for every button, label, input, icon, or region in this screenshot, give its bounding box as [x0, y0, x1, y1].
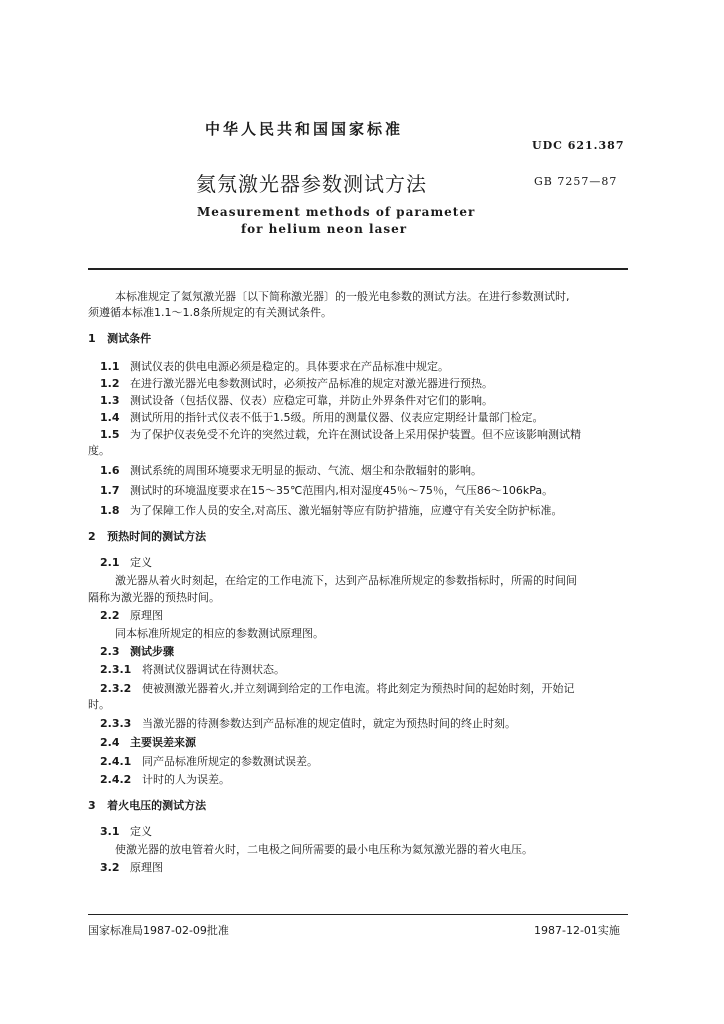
item-1-1: 1.1 测试仪表的供电电源必须是稳定的。具体要求在产品标准中规定。: [100, 360, 449, 373]
s21-line1: 激光器从着火时刻起，在给定的工作电流下，达到产品标准所规定的参数指标时，所需的时间间: [115, 574, 577, 587]
effective-date: 1987-12-01实施: [534, 924, 620, 937]
section3-heading: 3 着火电压的测试方法: [88, 799, 207, 812]
intro-line2: 须遵循本标准1.1～1.8条所规定的有关测试条件。: [88, 306, 332, 319]
subsection-2-3-3: 2.3.3 当激光器的待测参数达到产品标准的规定值时，就定为预热时间的终止时刻。: [100, 717, 516, 730]
item-1-8: 1.8 为了保障工作人员的安全,对高压、激光辐射等应有防护措施，应遵守有关安全防护标准。: [100, 504, 563, 517]
item-1-5-continuation: 度。: [88, 444, 110, 457]
subsection-3-1: 3.1 定义: [100, 825, 152, 838]
footer-rule: [88, 914, 628, 915]
subsection-2-4: 2.4 主要误差来源: [100, 736, 196, 749]
standard-title: 氦氖激光器参数测试方法: [196, 172, 427, 196]
english-title-line1: Measurement methods of parameter: [197, 205, 476, 219]
s21-line2: 隔称为激光器的预热时间。: [88, 591, 220, 604]
item-1-2: 1.2 在进行激光器光电参数测试时，必须按产品标准的规定对激光器进行预热。: [100, 377, 493, 390]
section1-title: 测试条件: [107, 332, 152, 345]
subsection-2-3-1: 2.3.1 将测试仪器调试在待测状态。: [100, 663, 285, 676]
header-rule: [88, 268, 628, 270]
subsection-2-4-2: 2.4.2 计时的人为误差。: [100, 773, 230, 786]
approval-date: 国家标准局1987-02-09批准: [88, 924, 229, 937]
udc-number: UDC 621.387: [532, 139, 625, 152]
intro-line1: 本标准规定了氦氖激光器〔以下简称激光器〕的一般光电参数的测试方法。在进行参数测试时,: [115, 290, 570, 303]
subsection-2-3-2: 2.3.2 使被测激光器着火,并立刻调到给定的工作电流。将此刻定为预热时间的起始时刻，开始记: [100, 682, 575, 695]
item-1-7: 1.7 测试时的环境温度要求在15～35℃范围内,相对湿度45％～75％，气压86～106kPa。: [100, 484, 554, 497]
s232-continuation: 时。: [88, 698, 110, 711]
item-1-4: 1.4 测试所用的指针式仪表不低于1.5级。所用的测量仪器、仪表应定期经计量部门检定。: [100, 411, 544, 424]
subsection-2-3: 2.3 测试步骤: [100, 645, 174, 658]
subsection-2-1: 2.1 定义: [100, 556, 152, 569]
org-title: 中华人民共和国国家标准: [205, 120, 404, 138]
s22-text: 同本标准所规定的相应的参数测试原理图。: [115, 627, 324, 640]
item-1-3: 1.3 测试设备（包括仪器、仪表）应稳定可靠，并防止外界条件对它们的影响。: [100, 394, 493, 407]
s31-text: 使激光器的放电管着火时，二电极之间所需要的最小电压称为氦氖激光器的着火电压。: [115, 843, 533, 856]
subsection-2-4-1: 2.4.1 同产品标准所规定的参数测试误差。: [100, 755, 318, 768]
section1-number: 1: [88, 332, 96, 345]
subsection-3-2: 3.2 原理图: [100, 861, 163, 874]
subsection-2-2: 2.2 原理图: [100, 609, 163, 622]
item-1-6: 1.6 测试系统的周围环境要求无明显的振动、气流、烟尘和杂散辐射的影响。: [100, 464, 482, 477]
section1-heading: [88, 332, 151, 346]
section2-heading: 2 预热时间的测试方法: [88, 530, 207, 543]
english-title-line2: for helium neon laser: [241, 222, 408, 236]
gb-number: GB 7257—87: [534, 175, 618, 188]
item-1-5: 1.5 为了保护仪表免受不允许的突然过载，允许在测试设备上采用保护装置。但不应该影响测试精: [100, 428, 581, 441]
